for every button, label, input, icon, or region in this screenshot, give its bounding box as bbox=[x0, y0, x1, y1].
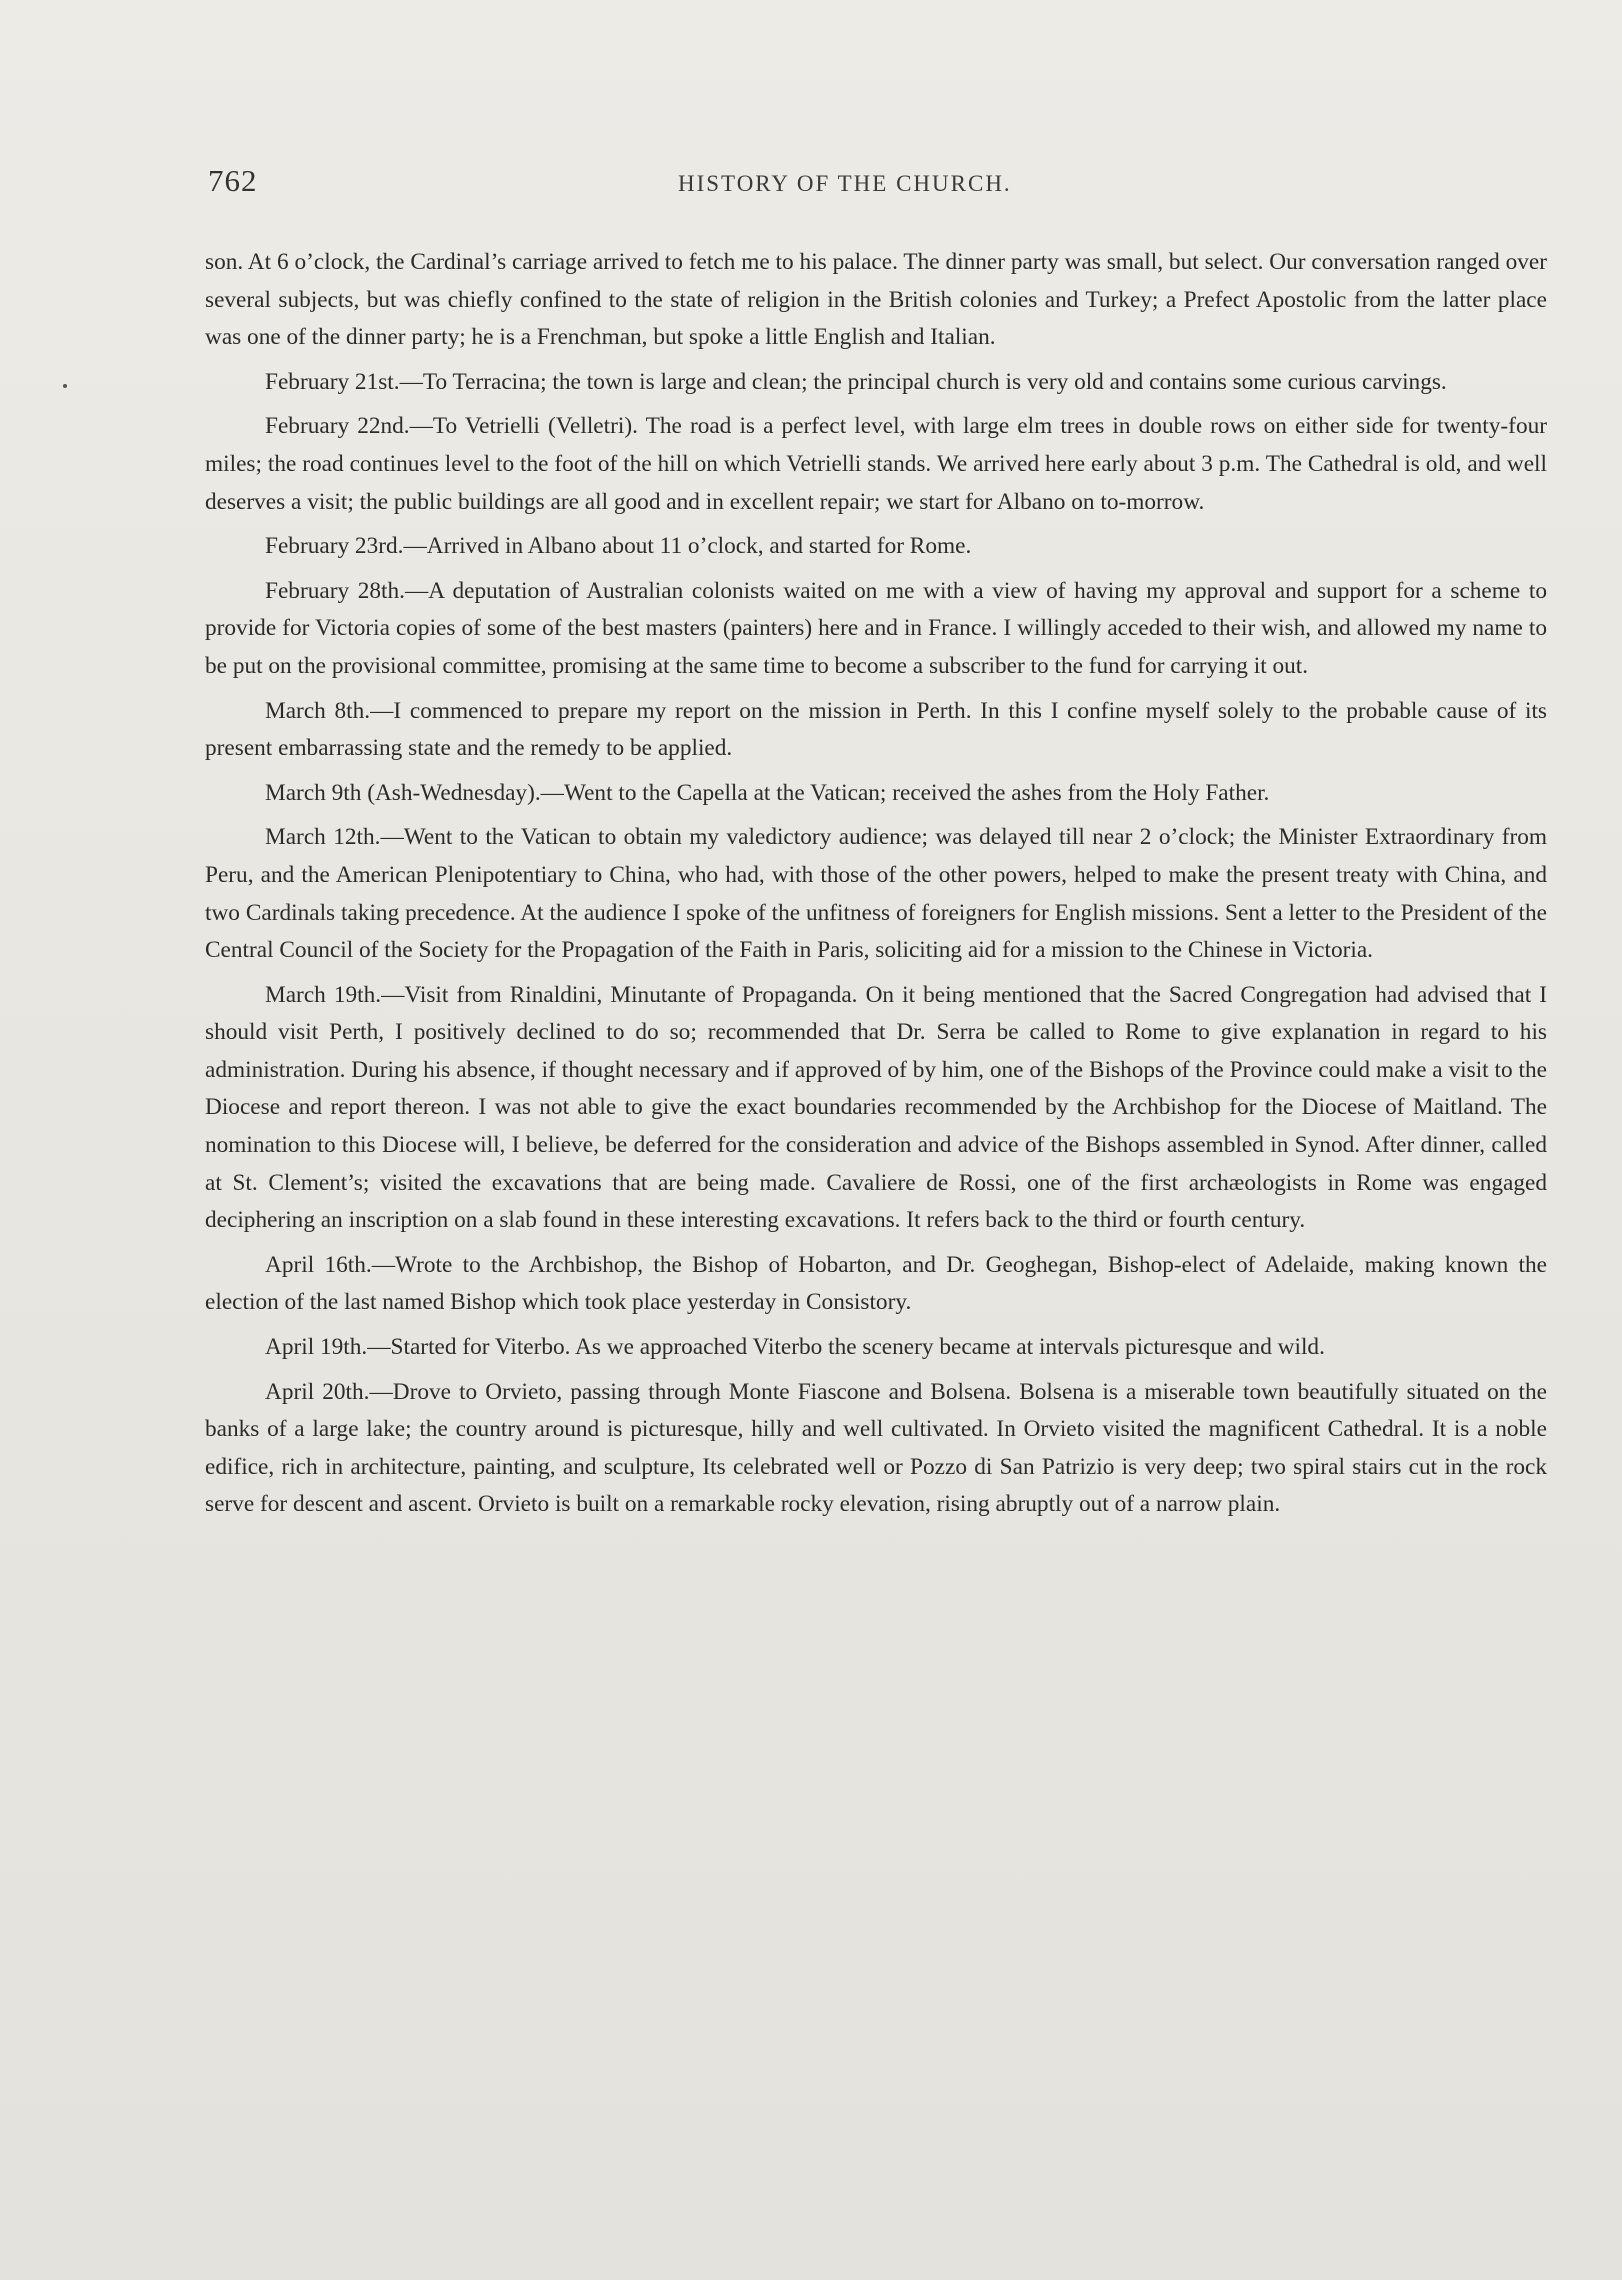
paragraph: February 22nd.—To Vetrielli (Velletri). The road is a perfect level, with large elm trees in double rows on either side for twenty-four miles; the road continues level to the foot of the hill on which Vetrielli stands. We arrived here early about 3 p.m. The Cathedral is old, and well deserves a visit; the public buildings are all good and in excellent repair; we start for Albano on to-morrow. bbox=[205, 413, 1547, 515]
paragraph: son. At 6 o’clock, the Cardinal’s carriage arrived to fetch me to his palace. The dinner party was small, but select. Our conversation ranged over several subjects, but was chiefly confined to the state of religion in the British colonies and Turkey; a Prefect Apostolic from the latter place was one of the dinner party; he is a Frenchman, but spoke a little English and Italian. bbox=[205, 249, 1547, 351]
page-header bbox=[208, 163, 1548, 203]
paragraph: February 21st.—To Terracina; the town is large and clean; the principal church is very old and contains some curious carvings. bbox=[265, 368, 1447, 395]
running-head: HISTORY OF THE CHURCH. bbox=[678, 171, 1012, 196]
paragraph: April 20th.—Drove to Orvieto, passing through Monte Fiascone and Bolsena. Bolsena is a miserable town beautifully situated on the banks of a large lake; the country around is picturesque, hilly and well cultivated. In Orvieto visited the magnificent Cathedral. It is a noble edifice, rich in architecture, painting, and sculpture, Its celebrated well or Pozzo di San Patrizio is very deep; two spiral stairs cut in the rock serve for descent and ascent. Orvieto is built on a remarkable rocky elevation, rising abruptly out of a narrow plain. bbox=[205, 1378, 1547, 1518]
paragraph: April 19th.—Started for Viterbo. As we approached Viterbo the scenery became at intervals picturesque and wild. bbox=[265, 1334, 1325, 1361]
body-text bbox=[205, 244, 1547, 1531]
paragraph: March 9th (Ash-Wednesday).—Went to the Capella at the Vatican; received the ashes from the Holy Father. bbox=[265, 779, 1270, 806]
ink-speck bbox=[63, 384, 67, 388]
paragraph: April 16th.—Wrote to the Archbishop, the Bishop of Hobarton, and Dr. Geoghegan, Bishop-elect of Adelaide, making known the election of the last named Bishop which took place yesterday in Consistory. bbox=[205, 1251, 1547, 1316]
paragraph: March 19th.—Visit from Rinaldini, Minutante of Propaganda. On it being mentioned that the Sacred Congregation had advised that I should visit Perth, I positively declined to do so; recommended that Dr. Serra be called to Rome to give explanation in regard to his administration. During his absence, if thought necessary and if approved of by him, one of the Bishops of the Province could make a visit to the Diocese and report thereon. I was not able to give the exact boundaries recommended by the Archbishop for the Diocese of Maitland. The nomination to this Diocese will, I believe, be deferred for the consideration and advice of the Bishops assembled in Synod. After dinner, called at St. Clement’s; visited the excavations that are being made. Cavaliere de Rossi, one of the first archæologists in Rome was engaged deciphering an inscription on a slab found in these interesting excavations. It refers back to the third or fourth century. bbox=[205, 981, 1547, 1234]
paragraph: March 8th.—I commenced to prepare my report on the mission in Perth. In this I confine myself solely to the probable cause of its present embarrassing state and the remedy to be applied. bbox=[205, 697, 1547, 762]
page-number: 762 bbox=[208, 163, 258, 198]
paragraph: February 23rd.—Arrived in Albano about 11 o’clock, and started for Rome. bbox=[265, 533, 972, 560]
paragraph: February 28th.—A deputation of Australian colonists waited on me with a view of having my approval and support for a scheme to provide for Victoria copies of some of the best masters (painters) here and in France. I willingly acceded to their wish, and allowed my name to be put on the provisional committee, promising at the same time to become a subscriber to the fund for carrying it out. bbox=[205, 577, 1547, 679]
paragraph: March 12th.—Went to the Vatican to obtain my valedictory audience; was delayed till near 2 o’clock; the Minister Extraordinary from Peru, and the American Plenipotentiary to China, who had, with those of the other powers, helped to make the present treaty with China, and two Cardinals taking precedence. At the audience I spoke of the unfitness of foreigners for English missions. Sent a letter to the President of the Central Council of the Society for the Propagation of the Faith in Paris, soliciting aid for a mission to the Chinese in Victoria. bbox=[205, 824, 1547, 964]
